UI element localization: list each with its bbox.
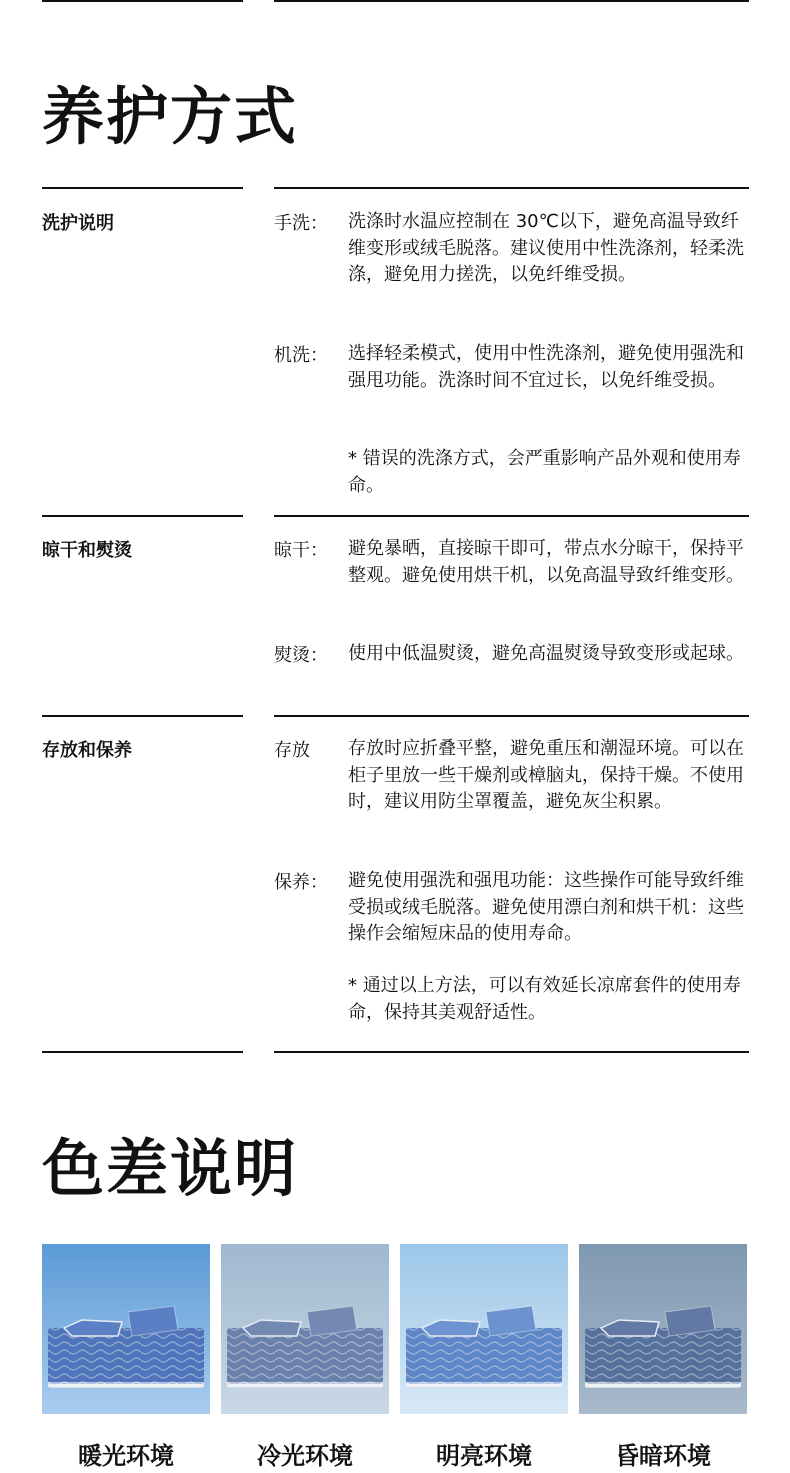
section-label-storage: 存放和保养 bbox=[42, 740, 132, 761]
section-rule-left bbox=[42, 515, 243, 517]
item-label-handwash: 手洗： bbox=[274, 213, 328, 234]
top-rule-left bbox=[42, 0, 243, 2]
scene-bright bbox=[400, 1244, 568, 1414]
item-label-machinewash: 机洗： bbox=[274, 345, 328, 366]
section-rule-right bbox=[274, 515, 749, 517]
scene-dim bbox=[579, 1244, 747, 1414]
mat-edge bbox=[227, 1382, 383, 1387]
item-label-storage: 存放 bbox=[274, 740, 310, 761]
section-label-drying: 晾干和熨烫 bbox=[42, 540, 132, 561]
mat-edge bbox=[406, 1382, 562, 1387]
item-text-ironing: 使用中低温熨烫，避免高温熨烫导致变形或起球。 bbox=[348, 643, 744, 664]
note-storage: * 通过以上方法，可以有效延长凉席套件的使用寿命，保持其美观舒适性。 bbox=[348, 975, 741, 1023]
bottom-rule-left bbox=[42, 1051, 243, 1053]
bottom-rule-right bbox=[274, 1051, 749, 1053]
item-text-machinewash: 选择轻柔模式，使用中性洗涤剂，避免使用强洗和强甩功能。洗涤时间不宜过长，以免纤维受损。 bbox=[348, 343, 744, 391]
item-label-maintenance: 保养： bbox=[274, 872, 328, 893]
color-title: 色差说明 bbox=[42, 1132, 299, 1205]
mat-edge bbox=[585, 1382, 741, 1387]
env-label-bright: 明亮环境 bbox=[436, 1442, 532, 1470]
section-label-washing: 洗护说明 bbox=[42, 213, 114, 234]
section-rule-left bbox=[42, 187, 243, 189]
scene-warm bbox=[42, 1244, 210, 1414]
note-washing: * 错误的洗涤方式，会严重影响产品外观和使用寿命。 bbox=[348, 448, 741, 496]
item-label-ironing: 熨烫： bbox=[274, 645, 328, 666]
item-text-maintenance: 避免使用强洗和强甩功能：这些操作可能导致纤维受损或绒毛脱落。避免使用漂白剂和烘干机：这些操作会缩短床品的使用寿命。 bbox=[348, 870, 744, 944]
env-label-warm: 暖光环境 bbox=[78, 1442, 174, 1470]
item-text-drying: 避免暴晒，直接晾干即可，带点水分晾干，保持平整观。避免使用烘干机，以免高温导致纤维变形。 bbox=[348, 538, 744, 586]
env-label-dim: 昏暗环境 bbox=[615, 1442, 711, 1470]
item-label-drying: 晾干： bbox=[274, 540, 328, 561]
item-text-handwash: 洗涤时水温应控制在 30℃以下，避免高温导致纤维变形或绒毛脱落。建议使用中性洗涤剂，轻柔洗涤，避免用力搓洗，以免纤维受损。 bbox=[348, 211, 744, 285]
scene-cool bbox=[221, 1244, 389, 1414]
env-label-cool: 冷光环境 bbox=[257, 1442, 353, 1470]
mat-edge bbox=[48, 1382, 204, 1387]
section-rule-right bbox=[274, 715, 749, 717]
section-rule-right bbox=[274, 187, 749, 189]
item-text-storage: 存放时应折叠平整，避免重压和潮湿环境。可以在柜子里放一些干燥剂或樟脑丸，保持干燥。不使用时，建议用防尘罩覆盖，避免灰尘积累。 bbox=[348, 738, 744, 812]
section-rule-left bbox=[42, 715, 243, 717]
care-title: 养护方式 bbox=[42, 80, 299, 153]
top-rule-right bbox=[274, 0, 749, 2]
